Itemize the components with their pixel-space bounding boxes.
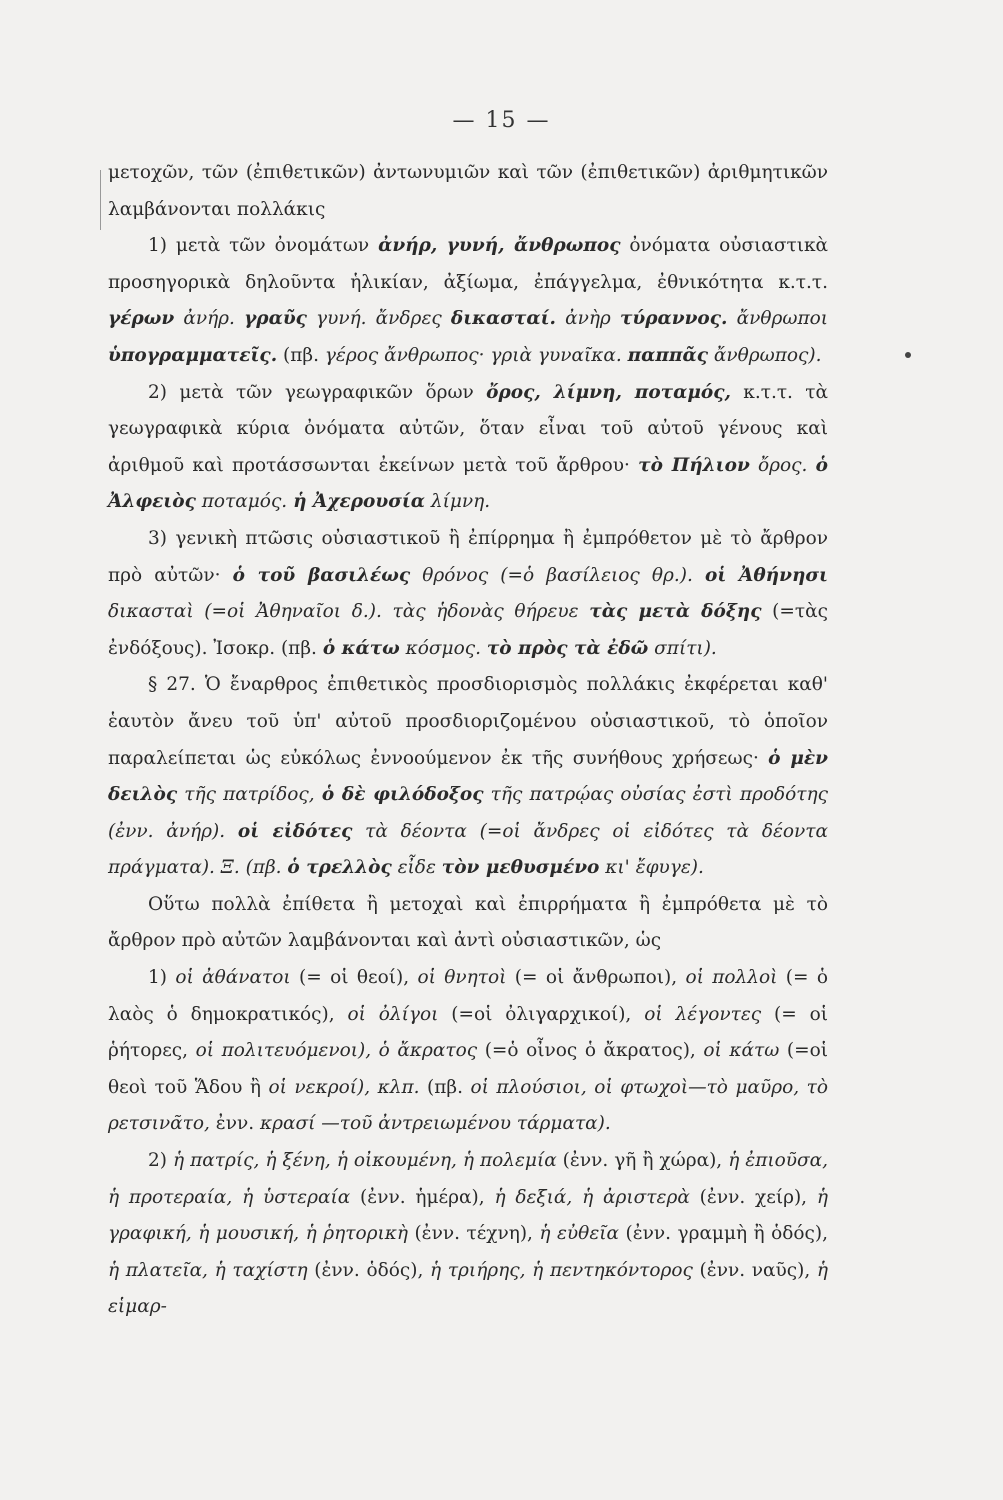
paragraph-list-1: 1) οἱ ἀθάνατοι (= οἱ θεοί), οἱ θνητοὶ (= οἱ ἄνθρωποι), οἱ πολλοὶ (= ὁ λαὸς ὁ δημοκρατικός), οἱ ὀλίγοι (=οἱ ὀλιγαρχικοί), οἱ λέγοντες (= οἱ ῥήτορες, οἱ πολιτευόμενοι), ὁ ἄκρατος (=ὁ οἶνος ὁ ἄκρατος), οἱ κάτω (=οἱ θεοὶ τοῦ Ἅδου ἢ οἱ νεκροί), κλπ. (πβ. οἱ πλούσιοι, οἱ φτωχοὶ—τὸ μαῦρο, τὸ ρετσινᾶτο, ἐνν. κρασί —τοῦ ἀντρειωμένου τάρματα). — [108, 967, 829, 1135]
paragraph-item-2: 2) μετὰ τῶν γεωγραφικῶν ὅρων ὄρος, λίμνη, ποταμός, κ.τ.τ. τὰ γεωγραφικὰ κύρια ὀνόματα αὐτῶν, ὅταν εἶναι τοῦ αὐτοῦ γένους καὶ ἀριθμοῦ καὶ προτάσσωνται ἐκείνων μετὰ τοῦ ἄρθρου· τὸ Πήλιον ὄρος. ὁ Ἀλφειὸς ποταμός. ἡ Ἀχερουσία λίμνη. — [108, 381, 829, 513]
ink-dot — [905, 352, 911, 358]
body-text — [108, 155, 828, 1326]
paragraph-intro: Οὕτω πολλὰ ἐπίθετα ἢ μετοχαὶ καὶ ἐπιρρήματα ἢ ἐμπρόθετα μὲ τὸ ἄρθρον πρὸ αὐτῶν λαμβάνονται καὶ ἀντὶ οὐσιαστικῶν, ὡς — [108, 893, 828, 952]
page-number: — 15 — — [452, 108, 551, 133]
paragraph-continuation: μετοχῶν, τῶν (ἐπιθετικῶν) ἀντωνυμιῶν καὶ τῶν (ἐπιθετικῶν) ἀριθμητικῶν λαμβάνονται πολλάκις — [108, 162, 828, 220]
paragraph-item-3: 3) γενικὴ πτῶσις οὐσιαστικοῦ ἢ ἐπίρρημα ἢ ἐμπρόθετον μὲ τὸ ἄρθρον πρὸ αὐτῶν· ὁ τοῦ βασιλέως θρόνος (=ὁ βασίλειος θρ.). οἱ Ἀθήνησι δικασταὶ (=οἱ Ἀθηναῖοι δ.). τὰς ἡδονὰς θήρευε τὰς μετὰ δόξης (=τὰς ἐνδόξους). Ἰσοκρ. (πβ. ὁ κάτω κόσμος. τὸ πρὸς τὰ ἐδῶ σπίτι). — [108, 527, 828, 659]
paragraph-section-27: § 27. Ὁ ἔναρθρος ἐπιθετικὸς προσδιορισμὸς πολλάκις ἐκφέρεται καθ' ἑαυτὸν ἄνευ τοῦ ὑπ' αὐτοῦ προσδιοριζομένου οὐσιαστικοῦ, τὸ ὁποῖον παραλείπεται ὡς εὐκόλως ἐννοούμενον ἐκ τῆς συνήθους χρήσεως· ὁ μὲν δειλὸς τῆς πατρίδος, ὁ δὲ φιλόδοξος τῆς πατρῴας οὐσίας ἐστὶ προδότης (ἐνν. ἀνήρ). οἱ εἰδότες τὰ δέοντα (=οἱ ἄνδρες οἱ εἰδότες τὰ δέοντα πράγματα). Ξ. (πβ. ὁ τρελλὸς εἶδε τὸν μεθυσμένο κι' ἔφυγε). — [108, 674, 828, 879]
paragraph-item-1: 1) μετὰ τῶν ὀνομάτων ἀνήρ, γυνή, ἄνθρωπος ὀνόματα οὐσιαστικὰ προσηγορικὰ δηλοῦντα ἡλικίαν, ἀξίωμα, ἐπάγγελμα, ἐθνικότητα κ.τ.τ. γέρων ἀνήρ. γραῦς γυνή. ἄνδρες δικασταί. ἀνὴρ τύραννος. ἄνθρωποι ὑπογραμματεῖς. (πβ. γέρος ἄνθρωπος· γριὰ γυναῖκα. παππᾶς ἄνθρωπος). — [108, 235, 828, 366]
section-number: § 27. — [148, 674, 196, 696]
paragraph-list-2: 2) ἡ πατρίς, ἡ ξένη, ἡ οἰκουμένη, ἡ πολεμία (ἐνν. γῆ ἢ χώρα), ἡ ἐπιοῦσα, ἡ προτεραία, ἡ ὑστεραία (ἐνν. ἡμέρα), ἡ δεξιά, ἡ ἀριστερὰ (ἐνν. χείρ), ἡ γραφική, ἡ μουσική, ἡ ῥητορικὴ (ἐνν. τέχνη), ἡ εὐθεῖα (ἐνν. γραμμὴ ἢ ὁδός), ἡ πλατεῖα, ἡ ταχίστη (ἐνν. ὁδός), ἡ τριήρης, ἡ πεντηκόντορος (ἐνν. ναῦς), ἡ εἱμαρ- — [108, 1150, 829, 1318]
margin-mark — [100, 170, 101, 230]
